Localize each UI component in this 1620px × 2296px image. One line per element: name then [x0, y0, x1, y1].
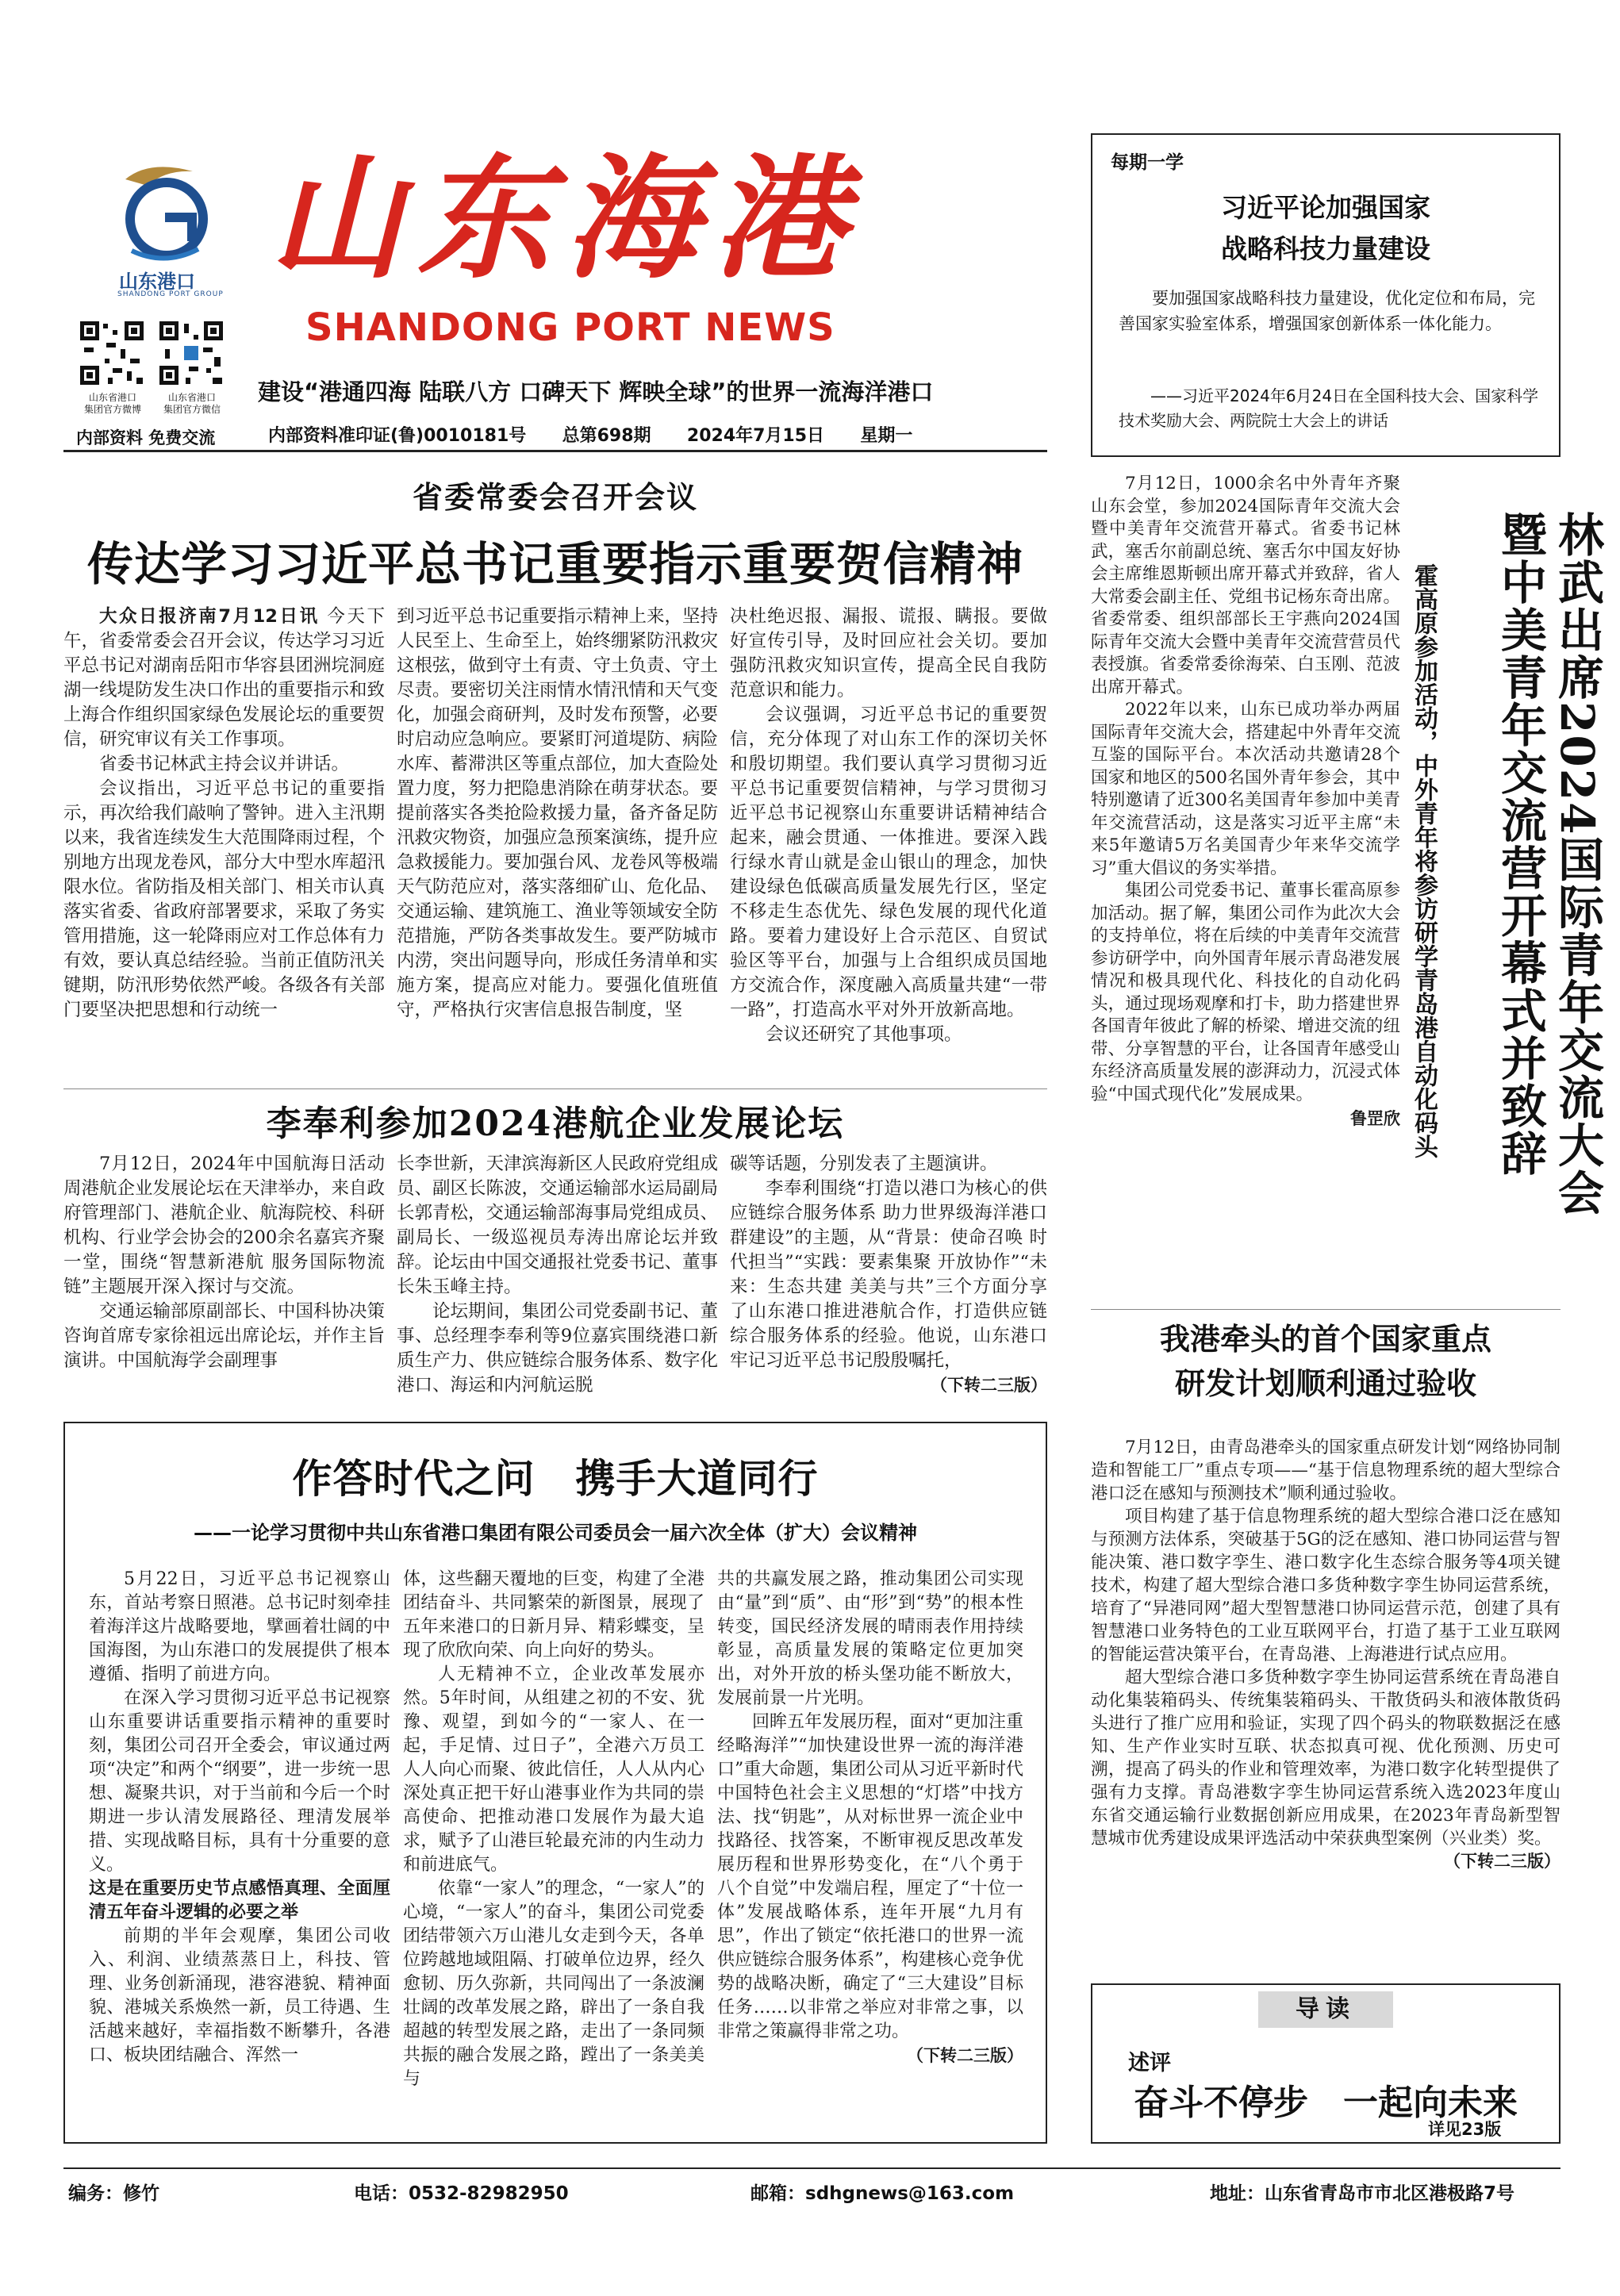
masthead-title-en: SHANDONG PORT NEWS [305, 305, 835, 350]
footer-phone: 电话：0532-82982950 [354, 2183, 569, 2204]
masthead-divider [63, 450, 1047, 452]
article1-col1 [63, 605, 385, 1023]
article3-col1-p2: 在深入学习贯彻习近平总书记视察山东重要讲话重要指示精神的重要时刻，集团公司召开全委会，审议通过两项“决定”和两个“纲要”，进一步统一思想、凝聚共识，对于当前和今后一个时期进一步认清发展路径、理清发展举措、实现战略目标，具有十分重要的意义。 [89, 1688, 390, 1875]
article1-col2 [397, 605, 718, 1023]
wechat-qr-caption: 山东省港口 集团官方微信 [163, 392, 221, 415]
article5-body-p2: 项目构建了基于信息物理系统的超大型综合港口泛在感知与预测方法体系，突破基于5G的泛在感知、港口协同运营与智能决策、港口数字孪生、港口数字化生态综合服务等4项关键技术，构建了超大型综合港口多货种数字孪生协同运营系统，培育了“异港同网”超大型智慧港口协同运营示范，创建了具有智慧港口业务特色的工业互联网平台，打造了基于工业互联网的智能运营决策平台，在青岛港、上海港进行试点应用。 [1091, 1507, 1560, 1664]
article1-col1-p3: 会议指出，习近平总书记的重要指示，再次给我们敲响了警钟。进入主汛期以来，我省连续发生大范围降雨过程，个别地方出现龙卷风，部分大中型水库超汛限水位。省防指及相关部门、相关市认真落实省委、省政府部署要求，采取了务实管用措施，这一轮降雨应对工作总体有力有效，要认真总结经验。当前正值防汛关键期，防汛形势依然严峻。各级各有关部门要坚决把思想和行动统一 [63, 778, 386, 1020]
article1-col3-text: 决杜绝迟报、漏报、谎报、瞒报。要做好宣传引导，及时回应社会关切。要加强防汛救灾知识宣传，提高全民自我防范意识和能力。 [730, 606, 1047, 701]
footer-address: 地址：山东省青岛市市北区港极路7号 [1210, 2183, 1515, 2204]
article1-divider [63, 1088, 1047, 1089]
study-box-title [1091, 187, 1560, 270]
issue-number: 总第698期 [562, 426, 651, 446]
article1-kicker: 省委常委会召开会议 [412, 479, 698, 515]
guide-see-page[interactable]: 详见23版 [1428, 2120, 1502, 2139]
article4-subhead: 霍高原参加活动，中外青年将参访研学青岛港自动化码头 [1410, 563, 1438, 1158]
article1-col1-text: 今天下午，省委常委会召开会议，传达学习习近平总书记对湖南岳阳市华容县团洲垸洞庭湖一线堤防发生决口作出的重要指示和致上海合作组织国家绿色发展论坛的重要贺信，研究审议有关工作事项。 [63, 606, 386, 750]
logo [102, 155, 221, 267]
weibo-qr-code [78, 319, 146, 387]
article2-col1-p2: 交通运输部原副部长、中国科协决策咨询首席专家徐祖远出席论坛，并作主旨演讲。中国航海学会副理事 [63, 1301, 386, 1371]
article3-col3-p2: 回眸五年发展历程，面对“更加注重经略海洋”“加快建设世界一流的海洋港口”重大命题，集团公司从习近平新时代中国特色社会主义思想的“灯塔”中找方法、找“钥匙”，从对标世界一流企业中找路径、找答案，不断审视反思改革发展历程和世界形势变化，在“八个勇于 八个自觉”中发端启程，厘定了“十位一体”发展战略体系，连年开展“九月有思”，作出了锁定“依托港口的世界一流供应链综合服务体系”，构建核心竞争优势的战略决断，确定了“三大建设”目标任务……以非常之举应对非常之事，以非常之策赢得非常之功。 [717, 1712, 1023, 2041]
article2-col3-text: 碳等话题，分别发表了主题演讲。 [730, 1154, 998, 1174]
issue-info [268, 422, 912, 447]
footer-editor: 编务：修竹 [68, 2183, 159, 2204]
article1-col3-p3: 会议还研究了其他事项。 [766, 1024, 962, 1045]
article3-continued: （下转二三版） [907, 2046, 1023, 2065]
study-box-body: 要加强国家战略科技力量建设，优化定位和布局，完善国家实验室体系，增强国家创新体系一体化能力。 [1119, 289, 1535, 333]
article1-col2-text: 到习近平总书记重要指示精神上来，坚持人民至上、生命至上，始终绷紧防汛救灾这根弦，做到守土有责、守土负责、守土尽责。要密切关注雨情水情汛情和天气变化，加强会商研判，及时发布预警，必要时启动应急响应。要紧盯河道堤防、病险水库、蓄滞洪区等重点部位，加大查险处置力度，努力把隐患消除在萌芽状态。要提前落实各类抢险救援力量，备齐备足防汛救灾物资，加强应急预案演练，提升应急救援能力。要加强台风、龙卷风等极端天气防范应对，落实落细矿山、危化品、交通运输、建筑施工、渔业等领域安全防范措施，严防各类事故发生。要严防城市内涝，突出问题导向，形成任务清单和实施方案，提高应对能力。要强化值班值守，严格执行灾害信息报告制度，坚 [397, 606, 719, 1020]
article2-headline: 李奉利参加2024港航企业发展论坛 [266, 1104, 845, 1144]
article1-col3-p2: 会议强调，习近平总书记的重要贺信，充分体现了对山东工作的深切关怀和殷切期望。我们要认真学习贯彻习近平总书记重要贺信精神，与学习贯彻习近平总书记视察山东重要讲话精神结合起来，融会贯通、一体推进。要深入践行绿水青山就是金山银山的理念，加快建设绿色低碳高质量发展先行区，坚定不移走生态优先、绿色发展的现代化道路。要着力建设好上合示范区、自贸试验区等平台，加强与上合组织成员国地方交流合作，深度融入高质量共建“一带一路”，打造高水平对外开放新高地。 [730, 705, 1047, 1020]
guide-headline[interactable]: 奋斗不停步 一起向未来 [1134, 2083, 1518, 2123]
article5-continued: （下转二三版） [1444, 1852, 1560, 1871]
article4-body-p2: 2022年以来，山东已成功举办两届国际青年交流大会，搭建起中外青年交流互鉴的国际平台。本次活动共邀请28个国家和地区的500名国外青年参会，其中特别邀请了近300名美国青年参加中美青年交流营活动，这是落实习近平主席“未来5年邀请5万名美国青少年来华交流学习”重大倡议的务实举措。 [1091, 700, 1400, 878]
issue-weekday: 星期一 [860, 426, 913, 446]
article3-col1-text: 5月22日，习近平总书记视察山东，首站考察日照港。总书记时刻牵挂着海洋这片战略要地，擘画着壮阔的中国海图，为山东港口的发展提供了根本遵循、指明了前进方向。 [89, 1569, 390, 1684]
article2-col2 [397, 1152, 718, 1398]
logo-emblem [102, 155, 221, 267]
article2-col2-text: 长李世新，天津滨海新区人民政府党组成员、副区长陈波，交通运输部水运局副局长郭青松，交通运输部海事局党组成员、副局长、一级巡视员寿涛出席论坛并致辞。论坛由中国交通报社党委书记、董事长朱玉峰主持。 [397, 1154, 719, 1297]
masthead-title: 山东海港 [270, 140, 860, 297]
article5-headline-line2: 研发计划顺利通过验收 [1174, 1365, 1476, 1401]
article2-col1 [63, 1152, 385, 1373]
article2-continued: （下转二三版） [931, 1376, 1047, 1395]
article4-author: 鲁罡欣 [1350, 1109, 1400, 1128]
article5-body-p3: 超大型综合港口多货种数字孪生协同运营系统在青岛港自动化集装箱码头、传统集装箱码头、干散货码头和液体散货码头进行了推广应用和验证，实现了四个码头的物联数据泛在感知、生产作业实时互联、状态拟真可视、优化预测、历史可溯，提高了码头的作业和管理效率，为港口数字化转型提供了强有力支撑。青岛港数字孪生协同运营系统入选2023年度山东省交通运输行业数据创新应用成果，在2023年青岛新型智慧城市优秀建设成果评选活动中荣获典型案例（兴业类）奖。 [1091, 1668, 1560, 1849]
slogan: 建设“港通四海 陆联八方 口碑天下 辉映全球”的世界一流海洋港口 [258, 378, 934, 405]
permit-number: 内部资料准印证(鲁)0010181号 [268, 426, 527, 446]
article2-col1-text: 7月12日，2024年中国航海日活动周港航企业发展论坛在天津举办，来自政府管理部门、港航企业、航海院校、科研机构、行业学会协会的200余名嘉宾齐聚一堂，围绕“智慧新港航 服务国际物流链”主题展开深入探讨与交流。 [63, 1154, 386, 1297]
logo-caption: 山东港口 [119, 271, 195, 293]
article2-col2-p2: 论坛期间，集团公司党委副书记、董事、总经理李奉利等9位嘉宾围绕港口新质生产力、供应链综合服务体系、数字化港口、海运和内河航运脱 [397, 1301, 719, 1396]
article3-subtitle: ——一论学习贯彻中共山东省港口集团有限公司委员会一届六次全体（扩大）会议精神 [194, 1522, 917, 1544]
article5-headline [1091, 1317, 1560, 1406]
article3-col3-text: 共的共赢发展之路，推动集团公司实现由“量”到“质”、由“形”到“势”的根本性转变，国民经济发展的晴雨表作用持续彰显，高质量发展的策略定位更加突出，对外开放的桥头堡功能不断放大，发展前景一片光明。 [717, 1569, 1023, 1708]
wechat-qr-code [157, 319, 225, 387]
article5-headline-line1: 我港牵头的首个国家重点 [1159, 1321, 1491, 1357]
article4-body-p1: 7月12日，1000余名中外青年齐聚山东会堂，参加2024国际青年交流大会暨中美青年交流营开幕式。省委书记林武，塞舌尔前副总统、塞舌尔中国友好协会主席维恩斯顿出席开幕式并致辞，省人大常委会副主任、党组书记杨东奇出席。省委常委、组织部部长王宇燕向2024国际青年交流大会暨中美青年交流营营员代表授旗。省委常委徐海荣、白玉刚、范波出席开幕式。 [1091, 474, 1400, 697]
article5-body-p1: 7月12日，由青岛港牵头的国家重点研发计划“网络协同制造和智能工厂”重点专项——“基于信息物理系统的超大型综合港口泛在感知与预测技术”顺利通过验收。 [1091, 1438, 1560, 1503]
article4-divider [1091, 1309, 1560, 1310]
study-box-source: ——习近平2024年6月24日在全国科技大会、国家科学技术奖励大会、两院院士大会上的讲话 [1119, 386, 1539, 430]
article4-headline: 林武出席2024国际青年交流大会暨中美青年交流营开幕式并致辞 [1493, 511, 1604, 1217]
issue-date: 2024年7月15日 [686, 426, 825, 446]
article4-body [1091, 473, 1400, 1131]
footer-email: 邮箱：sdhgnews@163.com [750, 2183, 1015, 2204]
weibo-qr-caption: 山东省港口 集团官方微博 [83, 392, 141, 415]
footer-divider [63, 2167, 1560, 2169]
article3-col2-text: 体，这些翻天覆地的巨变，构建了全港团结奋斗、共同繁荣的新图景，展现了五年来港口的日新月异、精彩蝶变，呈现了欣欣向荣、向上向好的势头。 [403, 1569, 704, 1661]
article1-dateline: 大众日报济南7月12日讯 [99, 606, 320, 627]
article4-body-p3: 集团公司党委书记、董事长霍高原参加活动。据了解，集团公司作为此次大会的支持单位，将在后续的中美青年交流营参访研学中，向外国青年展示青岛港发展情况和极具现代化、科技化的自动化码头，通过现场观摩和打卡，助力搭建世界各国青年彼此了解的桥梁、增进交流的纽带、分享智慧的平台，让各国青年感受山东经济高质量发展的澎湃动力，沉浸式体验“中国式现代化”发展成果。 [1091, 881, 1400, 1104]
article2-col3-p2: 李奉利围绕“打造以港口为核心的供应链综合服务体系 助力世界级海洋港口群建设”的主题，从“背景：使命召唤 时代担当”“实践：要素集聚 开放协作”“未来：生态共建 美美与共”三个方面分享了山东港口推进港航合作，打造供应链综合服务体系的经验。他说，山东港口牢记习近平总书记殷殷嘱托， [730, 1178, 1047, 1371]
article2-col3 [730, 1152, 1047, 1398]
article3-col2-p2: 人无精神不立，企业改革发展亦然。5年时间，从组建之初的不安、犹豫、观望，到如今的“一家人、在一起，手足情、过日子”，全港六万员工人人向心而聚、彼此信任，人人从内心深处真正把干好山港事业作为共同的崇高使命、把推动港口发展作为最大追求，赋予了山港巨轮最充沛的内生动力和前进底气。 [403, 1664, 704, 1875]
study-box-title-line1: 习近平论加强国家 [1221, 192, 1430, 223]
article1-headline: 传达学习习近平总书记重要指示重要贺信精神 [86, 537, 1023, 591]
guide-header: 导读 [1258, 1991, 1393, 2028]
article3-col3 [717, 1568, 1023, 2068]
article3-col2 [403, 1568, 704, 2091]
article3-col1-subhead: 这是在重要历史节点感悟真理、全面厘清五年奋斗逻辑的必要之举 [89, 1879, 390, 1922]
article5-body [1091, 1436, 1560, 1873]
study-box-title-line2: 战略科技力量建设 [1221, 233, 1430, 264]
article1-col1-p2: 省委书记林武主持会议并讲话。 [99, 754, 350, 774]
logo-caption-en: SHANDONG PORT GROUP [117, 290, 224, 298]
internal-notice: 内部资料 免费交流 [76, 428, 216, 447]
article3-col2-p3: 依靠“一家人”的理念，“一家人”的心境，“一家人”的奋斗，集团公司党委团结带领六万山港儿女走到今天，各单位跨越地域阻隔、打破单位边界，经久愈韧、历久弥新，共同闯出了一条波澜壮阔的改革发展之路，辟出了一条自我超越的转型发展之路，走出了一条同频共振的融合发展之路，蹚出了一条美美与 [403, 1879, 704, 2089]
article1-col3 [730, 605, 1047, 1047]
article3-col1-p3: 前期的半年会观摩，集团公司收入、利润、业绩蒸蒸日上，科技、管理、业务创新涌现，港容港貌、精神面貌、港城关系焕然一新，员工待遇、生活越来越好，幸福指数不断攀升，各港口、板块团结融合、浑然一 [89, 1926, 390, 2065]
article3-col1 [89, 1568, 390, 2068]
guide-label: 述评 [1128, 2051, 1171, 2075]
study-box-header: 每期一学 [1111, 152, 1184, 173]
article3-headline: 作答时代之问 携手大道同行 [292, 1456, 819, 1502]
